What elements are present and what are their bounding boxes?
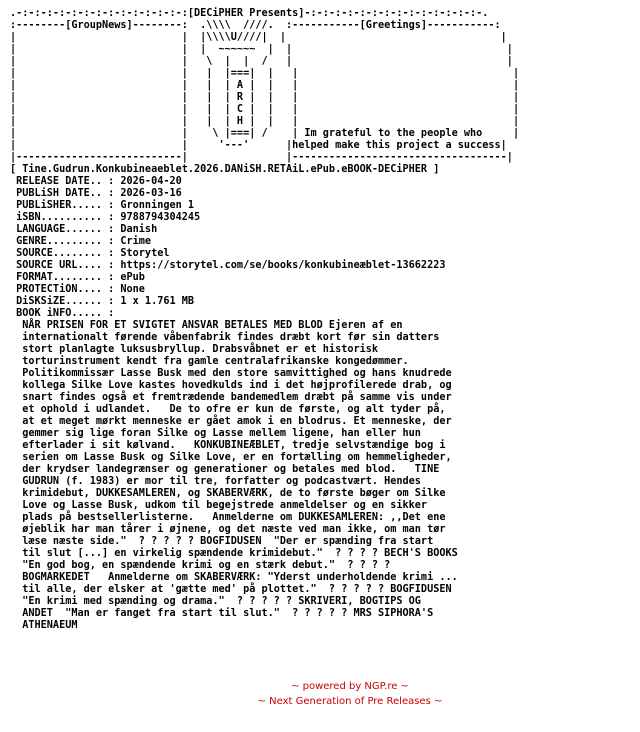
footer-powered-by: ~ powered by NGP.re ~ [291, 681, 409, 692]
nfo-text-block: .-:-:-:-:-:-:-:-:-:-:-:-:-:-:[DECiPHER Presents]-:-:-:-:-:-:-:-:-:-:-:-:-:-:-. :--------[GroupNews]--------: .\\\\ ////. :-----------[Greetings]-----------: | | |\\\\U////| | | | | | ~~~~~~ | | | | | \ | | / | | | | | |===| | | | | | | | A | | | | | | | | R | | | | | | | | C | | | | | | | | H | | | | | | \ |===| / | Im grateful to the people who | | | '---' |helped make this project a success| |---------------------------| |-----------------------------------| [ Tine.Gudrun.Konkubineaeblet.2026.DANiSH.RETAiL.ePub.eBOOK-DECiPHER ] RELEASE DATE.. : 2026-04-20 PUBLiSH DATE.. : 2026-03-16 PUBLiSHER..... : Gronningen 1 iSBN.......... : 9788794304245 LANGUAGE...... : Danish GENRE......... : Crime SOURCE........ : Storytel SOURCE URL.... : https://storytel.com/se/books/konkubineæblet-13662223 FORMAT........ : ePub PROTECTiON.... : None DiSKSiZE...... : 1 x 1.761 MB BOOK iNFO..... : NÅR PRISEN FOR ET SVIGTET ANSVAR BETALES MED BLOD Ejeren af en internationalt førende våbenfabrik findes dræbt kort før sin datters stort planlagte luksusbryllup. Drabsvåbnet er et historisk torturinstrument kendt fra gamle centralafrikanske kongedømmer. Politikommissær Lasse Busk med den store samvittighed og hans knudrede kollega Silke Love kastes hovedkulds ind i det højprofilerede drab, og snart findes også et fremtrædende bandemedlem dræbt på samme vis under et ophold i udlandet. De to ofre er kun de første, og alt tyder på, at et meget mørkt menneske er gået amok i en blodrus. Et menneske, der gemmer sig lige foran Silke og Lasse mellem ligene, han eller hun efterlader i sit kølvand. KONKUBINEÆBLET, tredje selvstændige bog i serien om Lasse Busk og Silke Love, er en fortælling om hemmeligheder, der krydser landegrænser og generationer og betales med blod. TINE GUDRUN (f. 1983) er mor til tre, forfatter og podcastvært. Hendes krimidebut, DUKKESAMLEREN, og SKABERVÆRK, de to første bøger om Silke Love og Lasse Busk, udkom til begejstrede anmeldelser og en sikker plads på bestsellerlisterne. Anmelderne om DUKKESAMLEREN: ,,Det ene øjeblik har man tårer i øjnene, og det næste ved man ikke, om man tør læse næste side." ? ? ? ? ? BOGFIDUSEN "Der er spænding fra start til slut [...] en virkelig spændende krimidebut." ? ? ? ? BECH'S BOOKS "En god bog, en spændende krimi og en stærk debut." ? ? ? ? BOGMARKEDET Anmelderne om SKABERVÆRK: "Yderst underholdende krimi ... til alle, der elsker at 'gætte med' på plottet." ? ? ? ? ? BOGFIDUSEN "En krimi med spænding og drama." ? ? ? ? ? SKRIVERI, BOGTIPS OG ANDET "Man er fanget fra start til slut." ? ? ? ? ? MRS SIPHORA'S ATHENAEUM [10, 8, 520, 631]
footer-tagline: ~ Next Generation of Pre Releases ~ [257, 696, 443, 707]
